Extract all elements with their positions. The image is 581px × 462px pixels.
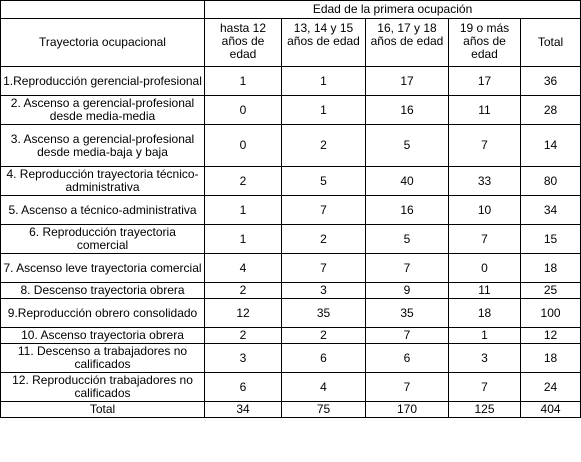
- table-cell: 11: [449, 96, 521, 125]
- table-cell: 0: [449, 254, 521, 283]
- column-header: 19 o más años de edad: [449, 19, 521, 67]
- table-cell: 7: [449, 373, 521, 402]
- table-cell: 6: [282, 344, 366, 373]
- table-cell: 33: [449, 167, 521, 196]
- table-cell: 0: [205, 96, 282, 125]
- row-label: 9.Reproducción obrero consolidado: [1, 299, 205, 328]
- table-cell: 2: [205, 328, 282, 344]
- table-cell: 3: [282, 283, 366, 299]
- table-cell: 5: [282, 167, 366, 196]
- row-label: 1.Reproducción gerencial-profesional: [1, 67, 205, 96]
- table-cell: 10: [449, 196, 521, 225]
- table-cell: 2: [205, 167, 282, 196]
- grand-total-cell: 404: [521, 402, 581, 418]
- table-cell: 7: [449, 125, 521, 167]
- row-label: 8. Descenso trayectoria obrera: [1, 283, 205, 299]
- empty-corner-cell: [1, 1, 205, 19]
- table-row: [1, 283, 581, 299]
- table-row: [1, 125, 581, 167]
- table-row: [1, 328, 581, 344]
- table-cell-total: 28: [521, 96, 581, 125]
- table-cell: 1: [205, 225, 282, 254]
- table-cell: 7: [366, 373, 449, 402]
- table-cell: 3: [449, 344, 521, 373]
- table-cell: 1: [282, 96, 366, 125]
- table-row: [1, 299, 581, 328]
- row-header: Trayectoria ocupacional: [1, 19, 205, 67]
- table-cell-total: 25: [521, 283, 581, 299]
- table-cell: 7: [449, 225, 521, 254]
- table-cell: 12: [205, 299, 282, 328]
- table-cell: 16: [366, 96, 449, 125]
- row-label: 5. Ascenso a técnico-administrativa: [1, 196, 205, 225]
- table-cell-total: 18: [521, 344, 581, 373]
- table-cell: 7: [366, 254, 449, 283]
- row-label: 11. Descenso a trabajadores no calificados: [1, 344, 205, 373]
- row-label: 3. Ascenso a gerencial-profesional desde media-baja y baja: [1, 125, 205, 167]
- table-cell-total: 24: [521, 373, 581, 402]
- table-cell: 35: [282, 299, 366, 328]
- group-header: Edad de la primera ocupación: [205, 1, 581, 19]
- column-header: 13, 14 y 15 años de edad: [282, 19, 366, 67]
- table-cell-total: 80: [521, 167, 581, 196]
- table-cell: 2: [205, 283, 282, 299]
- table-cell: 17: [449, 67, 521, 96]
- row-label: 4. Reproducción trayectoria técnico-administrativa: [1, 167, 205, 196]
- table-cell: 17: [366, 67, 449, 96]
- table-cell: 7: [282, 196, 366, 225]
- table-cell-total: 100: [521, 299, 581, 328]
- table-cell: 0: [205, 125, 282, 167]
- table-cell: 1: [205, 67, 282, 96]
- table-cell-total: 12: [521, 328, 581, 344]
- table-cell: 6: [205, 373, 282, 402]
- table-row: [1, 167, 581, 196]
- total-cell: 34: [205, 402, 282, 418]
- total-cell: 170: [366, 402, 449, 418]
- table-cell: 5: [366, 125, 449, 167]
- table-row: [1, 373, 581, 402]
- table-row: [1, 254, 581, 283]
- table-cell: 35: [366, 299, 449, 328]
- table-cell: 2: [282, 125, 366, 167]
- total-row-label: Total: [1, 402, 205, 418]
- table-cell: 7: [282, 254, 366, 283]
- table-cell: 11: [449, 283, 521, 299]
- table-cell: 9: [366, 283, 449, 299]
- table-cell-total: 15: [521, 225, 581, 254]
- table-cell: 2: [282, 328, 366, 344]
- table-cell: 3: [205, 344, 282, 373]
- table-row: [1, 344, 581, 373]
- table-cell: 5: [366, 225, 449, 254]
- table-cell-total: 14: [521, 125, 581, 167]
- table-cell-total: 18: [521, 254, 581, 283]
- row-label: 7. Ascenso leve trayectoria comercial: [1, 254, 205, 283]
- table-cell-total: 34: [521, 196, 581, 225]
- row-label: 2. Ascenso a gerencial-profesional desde media-media: [1, 96, 205, 125]
- column-header-row: [1, 19, 581, 67]
- table-cell: 4: [282, 373, 366, 402]
- table-row: [1, 67, 581, 96]
- table-cell: 6: [366, 344, 449, 373]
- table-row: [1, 196, 581, 225]
- table-cell-total: 36: [521, 67, 581, 96]
- column-header-total: Total: [521, 19, 581, 67]
- table-cell: 4: [205, 254, 282, 283]
- row-label: 12. Reproducción trabajadores no calificados: [1, 373, 205, 402]
- table-cell: 1: [205, 196, 282, 225]
- table-cell: 40: [366, 167, 449, 196]
- table-cell: 16: [366, 196, 449, 225]
- table-row: [1, 96, 581, 125]
- table-cell: 1: [449, 328, 521, 344]
- total-cell: 125: [449, 402, 521, 418]
- table-cell: 18: [449, 299, 521, 328]
- row-label: 6. Reproducción trayectoria comercial: [1, 225, 205, 254]
- table-cell: 2: [282, 225, 366, 254]
- row-label: 10. Ascenso trayectoria obrera: [1, 328, 205, 344]
- table-row: [1, 225, 581, 254]
- table-cell: 7: [366, 328, 449, 344]
- group-header-row: [1, 1, 581, 19]
- total-row: [1, 402, 581, 418]
- total-cell: 75: [282, 402, 366, 418]
- column-header: hasta 12 años de edad: [205, 19, 282, 67]
- column-header: 16, 17 y 18 años de edad: [366, 19, 449, 67]
- table-cell: 1: [282, 67, 366, 96]
